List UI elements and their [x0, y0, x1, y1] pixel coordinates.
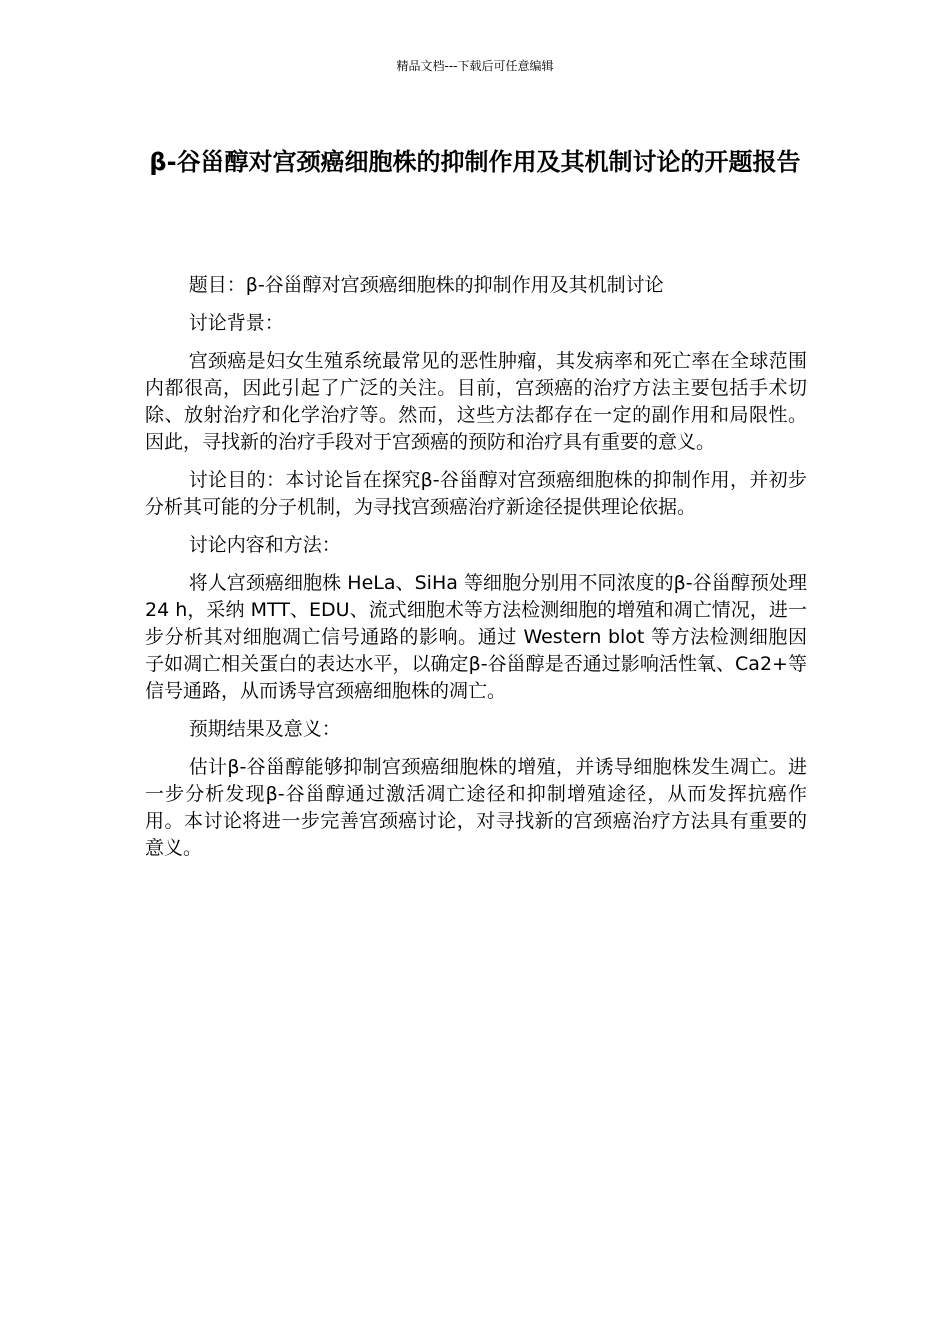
purpose-paragraph: 讨论目的：本讨论旨在探究β-谷甾醇对宫颈癌细胞株的抑制作用，并初步分析其可能的分子机制，为寻找宫颈癌治疗新途径提供理论依据。: [145, 469, 807, 518]
topic-paragraph: 题目：β-谷甾醇对宫颈癌细胞株的抑制作用及其机制讨论: [188, 274, 664, 296]
methods-paragraph: 将人宫颈癌细胞株 HeLa、SiHa 等细胞分别用不同浓度的β-谷甾醇预处理 24 h，采纳 MTT、EDU、流式细胞术等方法检测细胞的增殖和凋亡情况，进一步分析其对细胞凋亡信号通路的影响。通过 Western blot 等方法检测细胞因子如凋亡相关蛋白的表达水平，以确定β-谷甾醇是否通过影响活性氧、Ca2+等信号通路，从而诱导宫颈癌细胞株的凋亡。: [145, 572, 807, 702]
document-body: [145, 272, 807, 873]
background-heading: 讨论背景：: [188, 312, 284, 334]
background-paragraph: 宫颈癌是妇女生殖系统最常见的恶性肿瘤，其发病率和死亡率在全球范围内都很高，因此引起了广泛的关注。目前，宫颈癌的治疗方法主要包括手术切除、放射治疗和化学治疗等。然而，这些方法都存在一定的副作用和局限性。因此，寻找新的治疗手段对于宫颈癌的预防和治疗具有重要的意义。: [145, 350, 807, 453]
expected-heading: 预期结果及意义：: [188, 718, 341, 740]
methods-heading: 讨论内容和方法：: [188, 534, 341, 556]
document-title: β-谷甾醇对宫颈癌细胞株的抑制作用及其机制讨论的开题报告: [149, 148, 801, 176]
expected-paragraph: 估计β-谷甾醇能够抑制宫颈癌细胞株的增殖，并诱导细胞株发生凋亡。进一步分析发现β-谷甾醇通过激活凋亡途径和抑制增殖途径，从而发挥抗癌作用。本讨论将进一步完善宫颈癌讨论，对寻找新的宫颈癌治疗方法具有重要的意义。: [145, 756, 807, 859]
header-note: 精品文档---下载后可任意编辑: [396, 59, 554, 73]
